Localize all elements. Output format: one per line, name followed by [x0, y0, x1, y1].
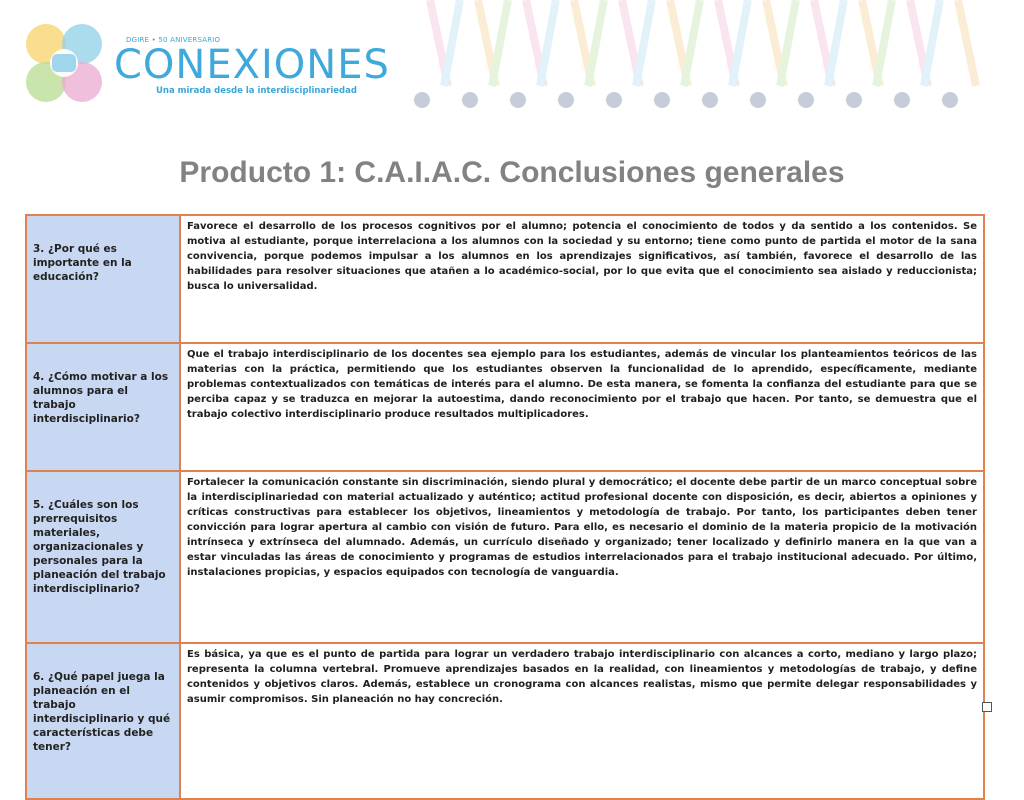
answer-cell: Favorece el desarrollo de los procesos cognitivos por el alumno; potencia el conocimiento de todos y da sentido a los contenidos. Se motiva al estudiante, porque interrelaciona a los alumnos con la sociedad y su entorno; tiene como punto de partida el motor de la sana convivencia, porque podemos impulsar a los alumnos en los aprendizajes significativos, así también, favorece el desarrollo de las habilidades para resolver situaciones que atañen a lo académico-social, por lo que evita que el conocimiento sea aislado y reduccionista; busca lo universalidad. [180, 215, 984, 343]
logo-title: CONEXIONES [114, 42, 390, 88]
question-cell: 4. ¿Cómo motivar a los alumnos para el trabajo interdisciplinario? [26, 343, 180, 471]
logo-subtitle: Una mirada desde la interdisciplinariedad [156, 86, 357, 96]
table-row [26, 215, 984, 343]
question-cell: 3. ¿Por qué es importante en la educación? [26, 215, 180, 343]
logo-emblem-icon [14, 14, 114, 114]
question-cell: 5. ¿Cuáles son los prerrequisitos materiales, organizacionales y personales para la planeación del trabajo interdisciplinario? [26, 471, 180, 643]
answer-cell: Que el trabajo interdisciplinario de los docentes sea ejemplo para los estudiantes, además de vincular los planteamientos teóricos de las materias con la práctica, permitiendo que los estudiantes observen la funcionalidad de lo aprendido, específicamente, mediante problemas contextualizados con temáticas de interés para el alumno. De esta manera, se fomenta la confianza del estudiante para que se perciba capaz y se traduzca en mejorar la autoestima, dando reconocimiento por el trabajo que hacen. Por tanto, se demuestra que el trabajo colectivo interdisciplinario produce resultados multiplicadores. [180, 343, 984, 471]
answer-cell: Es básica, ya que es el punto de partida para lograr un verdadero trabajo interdisciplinario con alcances a corto, mediano y largo plazo; representa la columna vertebral. Promueve aprendizajes basados en la realidad, con lineamientos y metodologías de trabajo, y define contenidos y objetivos claros. Además, establece un cronograma con alcances realistas, mismo que permite delegar responsabilidades y asumir compromisos. Sin planeación no hay concreción. [180, 643, 984, 799]
decorative-stripes [400, 0, 1024, 116]
table-row [26, 643, 984, 799]
conexiones-logo [14, 14, 390, 114]
question-cell: 6. ¿Qué papel juega la planeación en el trabajo interdisciplinario y qué características debe tener? [26, 643, 180, 799]
table-row [26, 343, 984, 471]
page-title: Producto 1: C.A.I.A.C. Conclusiones generales [179, 156, 845, 189]
answer-cell: Fortalecer la comunicación constante sin discriminación, siendo plural y democrático; el docente debe partir de un marco conceptual sobre la interdisciplinariedad con material actualizado y auténtico; actitud profesional docente con disposición, es decir, abiertos a opiniones y críticas constructivas para establecer los objetivos, lineamientos y metodología de trabajo. Por tanto, los participantes deben tener convicción para lograr apertura al cambio con visión de futuro. Para ello, es necesario el dominio de la materia propicio de la motivación intrínseca y extrínseca del alumnado. Además, un currículo diseñado y organizado; tener localizado y definirlo manera en la que van a estar vinculadas las áreas de conocimiento y programas de estudios interrelacionados para el trabajo institucional adecuado. Por último, instalaciones propicias, y espacios equipados con tecnología de vanguardia. [180, 471, 984, 643]
conclusions-table [25, 214, 985, 800]
logo-anniversary-text: DGIRE • 50 ANIVERSARIO [126, 36, 221, 44]
table-row [26, 471, 984, 643]
resize-handle[interactable] [982, 702, 992, 712]
